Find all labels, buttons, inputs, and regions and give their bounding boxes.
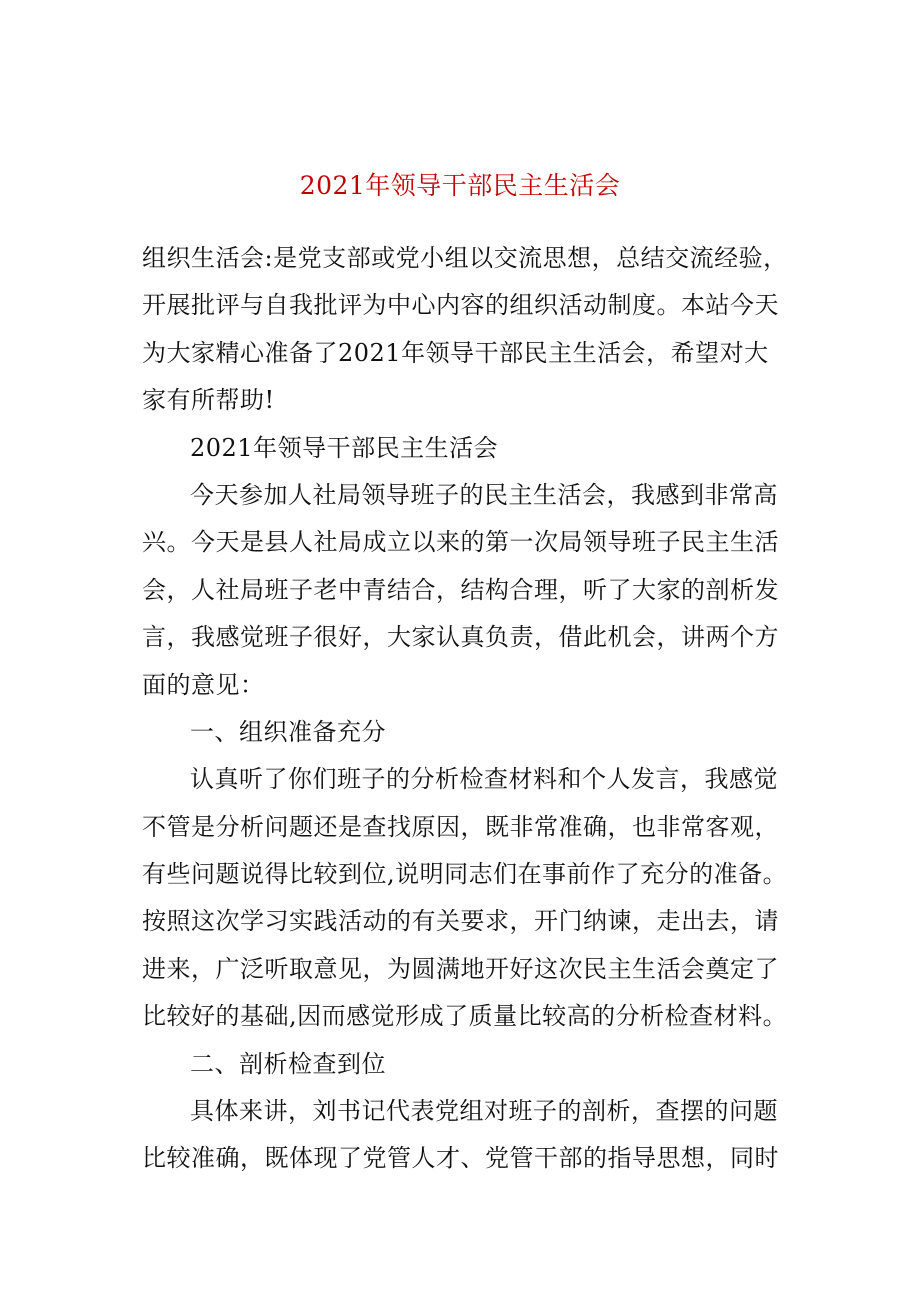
text-line: 按照这次学习实践活动的有关要求，开门纳谏，走出去，请: [142, 907, 779, 936]
text-line: 2021年领导干部民主生活会: [190, 433, 499, 462]
text-line: 进来，广泛听取意见，为圆满地开好这次民主生活会奠定了: [142, 954, 779, 983]
text-line: 一、组织准备充分: [190, 717, 386, 746]
text-line: 今天参加人社局领导班子的民主生活会，我感到非常高: [190, 480, 778, 509]
text-line: 家有所帮助!: [142, 386, 275, 415]
text-line: 面的意见：: [142, 670, 265, 699]
text-line: 会，人社局班子老中青结合，结构合理，听了大家的剖析发: [142, 575, 779, 604]
text-line: 言，我感觉班子很好，大家认真负责，借此机会，讲两个方: [142, 623, 779, 652]
text-line: 为大家精心准备了2021年领导干部民主生活会，希望对大: [142, 338, 769, 367]
text-line: 开展批评与自我批评为中心内容的组织活动制度。本站今天: [142, 291, 779, 320]
text-line: 不管是分析问题还是查找原因，既非常准确，也非常客观，: [142, 812, 779, 841]
text-line: 具体来讲，刘书记代表党组对班子的剖析，查摆的问题: [190, 1097, 778, 1126]
text-line: 组织生活会:是党支部或党小组以交流思想，总结交流经验，: [142, 244, 788, 272]
document-body: [142, 235, 788, 1183]
text-line: 认真听了你们班子的分析检查材料和个人发言，我感觉: [190, 765, 778, 794]
text-line: 有些问题说得比较到位,说明同志们在事前作了充分的准备。: [142, 860, 788, 889]
text-line: 兴。今天是县人社局成立以来的第一次局领导班子民主生活: [142, 528, 779, 557]
text-line: 比较准确，既体现了党管人才、党管干部的指导思想，同时: [142, 1144, 779, 1173]
document-title: 2021年领导干部民主生活会: [299, 171, 621, 200]
text-line: 二、剖析检查到位: [190, 1049, 386, 1078]
text-line: 比较好的基础,因而感觉形成了质量比较高的分析检查材料。: [142, 1002, 788, 1031]
